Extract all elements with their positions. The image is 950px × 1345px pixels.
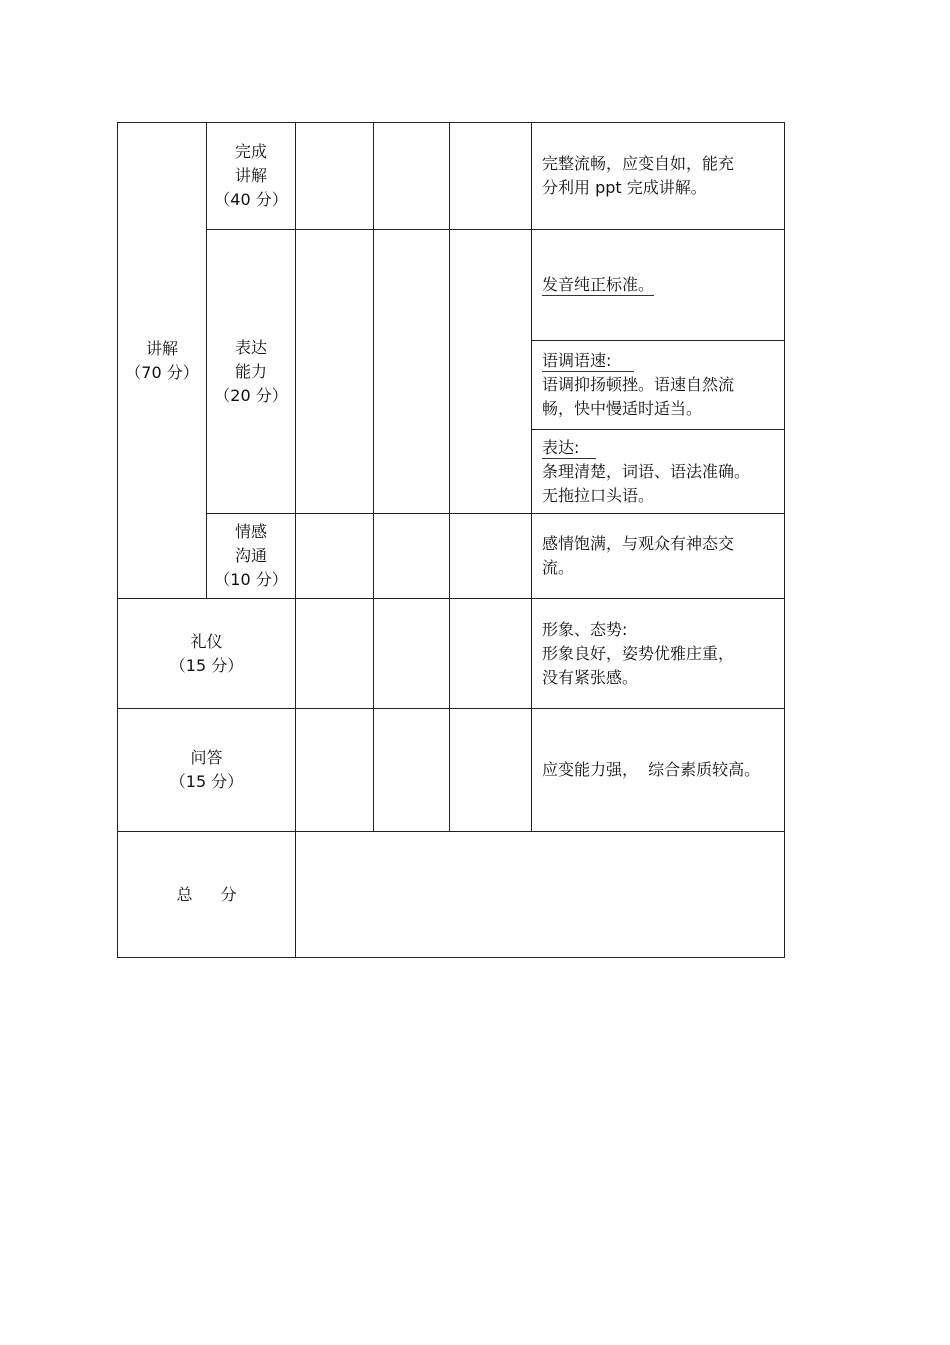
score-cell-12[interactable] — [450, 599, 532, 709]
desc-wancheng-line2: 分利用 ppt 完成讲解。 — [542, 178, 707, 197]
row-biaoda-pronunciation — [118, 230, 785, 341]
category-jiangjie-score: （70 分） — [125, 362, 199, 382]
score-cell-9[interactable] — [450, 514, 532, 599]
desc-wenda: 应变能力强， 综合素质较高。 — [532, 709, 785, 832]
total-label-b: 分 — [220, 884, 237, 904]
category-liyi-name: 礼仪 — [190, 631, 223, 651]
score-cell-1[interactable] — [296, 123, 374, 230]
desc-intonation — [532, 341, 785, 430]
row-wancheng — [118, 123, 785, 230]
desc-pronunciation — [532, 230, 785, 341]
score-cell-4[interactable] — [296, 230, 374, 514]
row-liyi — [118, 599, 785, 709]
score-cell-8[interactable] — [374, 514, 450, 599]
category-wenda — [118, 709, 296, 832]
score-cell-5[interactable] — [374, 230, 450, 514]
total-label — [118, 832, 296, 958]
desc-pronunciation-text: 发音纯正标准。 — [542, 275, 655, 294]
scoring-table — [117, 122, 785, 958]
desc-qinggan-line1: 感情饱满，与观众有神态交 — [542, 534, 735, 553]
desc-liyi-line3: 没有紧张感。 — [542, 667, 639, 687]
desc-qinggan — [532, 514, 785, 599]
score-cell-11[interactable] — [374, 599, 450, 709]
total-label-a: 总 — [176, 884, 193, 904]
category-wenda-score: （15 分） — [169, 772, 244, 791]
desc-expression-line1: 条理清楚，词语、语法准确。 — [542, 461, 751, 481]
category-liyi-score: （15 分） — [169, 655, 244, 675]
category-jiangjie-name: 讲解 — [145, 338, 178, 358]
item-wancheng-name: 完成 — [234, 142, 267, 161]
desc-intonation-line2: 畅，快中慢适时适当。 — [542, 399, 703, 418]
item-biaoda-name: 表达 — [234, 337, 267, 357]
row-total — [118, 832, 785, 958]
item-qinggan-name: 情感 — [234, 522, 267, 541]
desc-liyi-line2: 形象良好，姿势优雅庄重， — [542, 643, 735, 663]
row-wenda — [118, 709, 785, 832]
desc-intonation-title: 语调语速: — [542, 351, 634, 372]
category-wenda-name: 问答 — [190, 748, 223, 767]
desc-qinggan-line2: 流。 — [542, 558, 575, 577]
category-liyi — [118, 599, 296, 709]
desc-intonation-line1: 语调抑扬顿挫。语速自然流 — [542, 375, 735, 394]
total-score-cell[interactable] — [296, 832, 785, 958]
score-cell-7[interactable] — [296, 514, 374, 599]
item-wancheng — [207, 123, 296, 230]
score-cell-15[interactable] — [450, 709, 532, 832]
item-qinggan-score: （10 分） — [214, 570, 288, 589]
score-cell-10[interactable] — [296, 599, 374, 709]
item-qinggan — [207, 514, 296, 599]
desc-expression — [532, 430, 785, 514]
item-biaoda-name2: 能力 — [234, 361, 267, 381]
row-qinggan — [118, 514, 785, 599]
item-wancheng-score: （40 分） — [214, 190, 288, 209]
desc-expression-line2: 无拖拉口头语。 — [542, 485, 655, 505]
desc-liyi-line1: 形象、态势: — [542, 619, 628, 639]
desc-expression-title: 表达: — [542, 438, 596, 459]
desc-wancheng-line1: 完整流畅，应变自如，能充 — [542, 154, 735, 173]
score-cell-3[interactable] — [450, 123, 532, 230]
score-cell-2[interactable] — [374, 123, 450, 230]
item-biaoda — [207, 230, 296, 514]
score-cell-14[interactable] — [374, 709, 450, 832]
desc-wancheng — [532, 123, 785, 230]
desc-liyi — [532, 599, 785, 709]
item-biaoda-score: （20 分） — [214, 385, 288, 405]
score-cell-6[interactable] — [450, 230, 532, 514]
category-jiangjie — [118, 123, 207, 599]
score-cell-13[interactable] — [296, 709, 374, 832]
item-qinggan-name2: 沟通 — [234, 546, 267, 565]
item-wancheng-name2: 讲解 — [234, 166, 267, 185]
